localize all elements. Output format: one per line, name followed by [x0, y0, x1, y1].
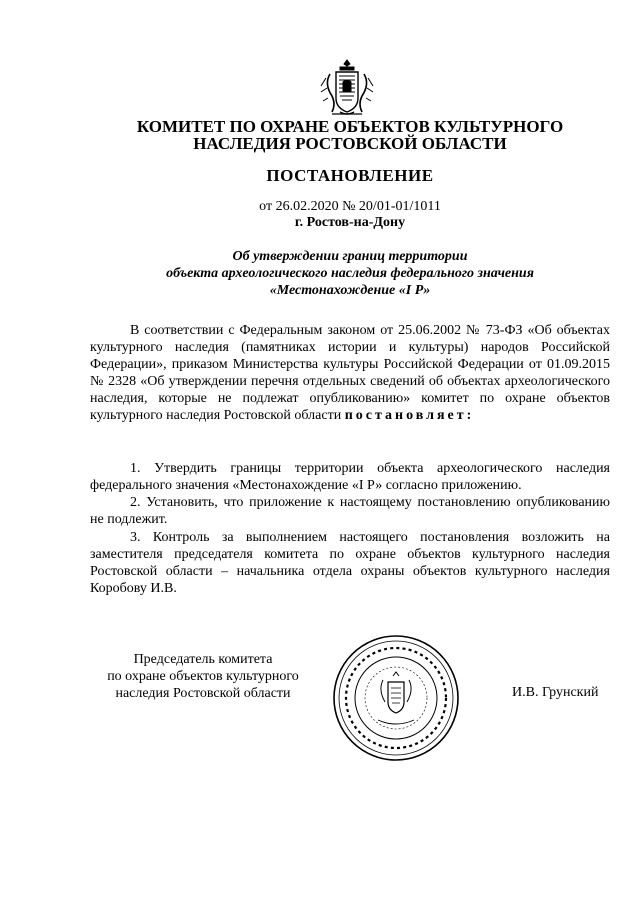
agency-line-2: НАСЛЕДИЯ РОСТОВСКОЙ ОБЛАСТИ [193, 134, 507, 153]
clause-3: 3. Контроль за выполнением настоящего постановления возложить на заместителя председателя комитета по охране объектов культурного наследия Ростовской области – начальника отдела охраны объектов культурного наследия Коробову И.В. [90, 530, 610, 596]
official-seal-icon [330, 632, 462, 764]
coat-of-arms-icon [318, 58, 376, 118]
preamble-text: В соответствии с Федеральным законом от 25.06.2002 № 73-ФЗ «Об объектах культурного наследия (памятниках истории и культуры) народов Российской Федерации», приказом Министерства культуры Российской Федерации от 01.09.2015 № 2328 «Об утверждении перечня отдельных сведений об объектах археологического наследия, которые не подлежат опубликованию» комитет по охране объектов культурного наследия Ростовской области [90, 323, 610, 423]
document-city: г. Ростов-на-Дону [294, 215, 406, 230]
decree-word: постановляет: [344, 408, 475, 423]
signer-title-line-2: по охране объектов культурного [107, 669, 299, 684]
subject-line-2: объекта археологического наследия федерального значения [166, 266, 534, 281]
signer-title-line-1: Председатель комитета [133, 652, 273, 667]
clause-2: 2. Установить, что приложение к настоящему постановлению опубликованию не подлежит. [90, 495, 610, 527]
clause-1: 1. Утвердить границы территории объекта археологического наследия федерального значения «Местонахождение «I Р» согласно приложению. [90, 461, 610, 493]
agency-name [90, 118, 610, 152]
document-subject [90, 248, 610, 299]
preamble-paragraph [90, 322, 610, 424]
signer-name: И.В. Грунский [512, 685, 599, 700]
subject-line-1: Об утверждении границ территории [232, 249, 468, 264]
agency-line-1: КОМИТЕТ ПО ОХРАНЕ ОБЪЕКТОВ КУЛЬТУРНОГО [136, 117, 564, 136]
signer-title-line-3: наследия Ростовской области [115, 686, 291, 701]
document-date-number: от 26.02.2020 № 20/01-01/1011 [259, 199, 441, 214]
subject-line-3: «Местонахождение «I Р» [269, 283, 431, 298]
signer-title [88, 651, 318, 702]
document-type: ПОСТАНОВЛЕНИЕ [266, 166, 434, 185]
